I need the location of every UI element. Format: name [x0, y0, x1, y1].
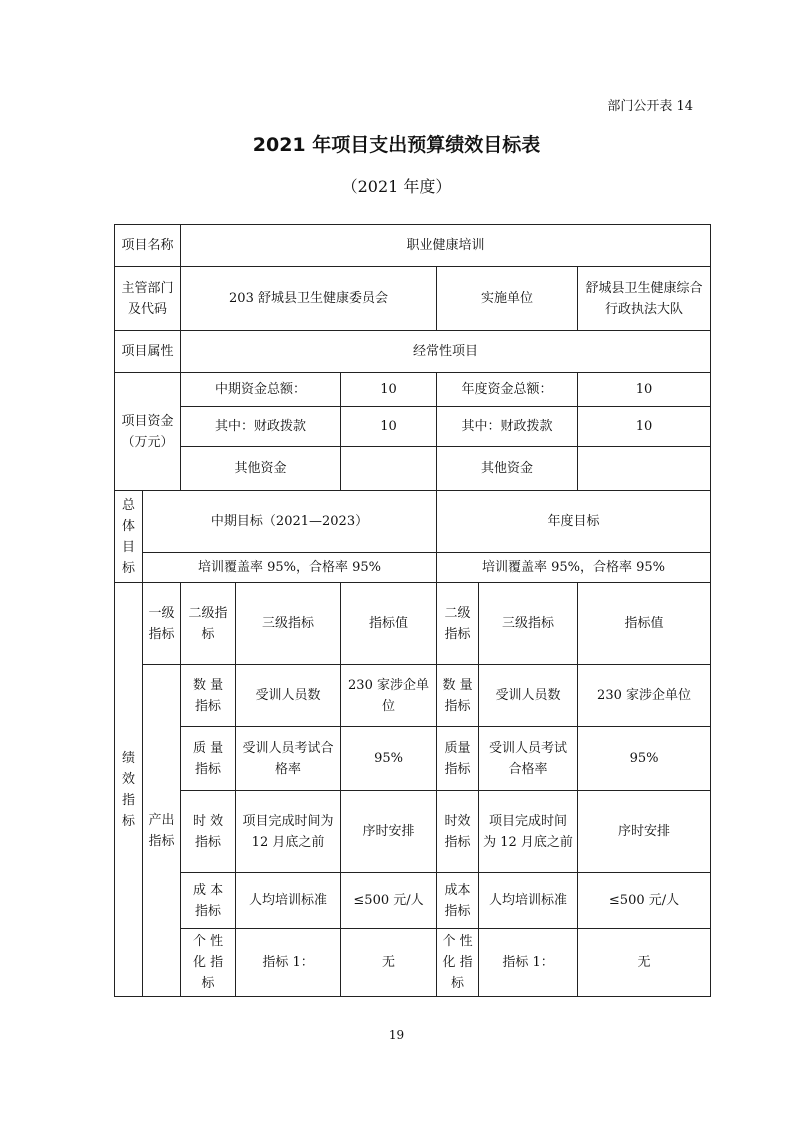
mid-fiscal-label: 其中：财政拨款 [181, 407, 341, 447]
table-number: 部门公开表 14 [607, 99, 693, 114]
mid-level2-cell: 数 量 指标 [181, 665, 236, 727]
table-row [115, 791, 711, 873]
row-goals-header [115, 491, 711, 553]
year-level2-header: 二级指标 [437, 583, 479, 665]
mid-value-cell: 230 家涉企单位 [341, 665, 437, 727]
table-row [115, 665, 711, 727]
mid-level2-cell: 时 效 指标 [181, 791, 236, 873]
year-value-cell: 230 家涉企单位 [578, 665, 711, 727]
mid-level3-cell: 项目完成时间为 12 月底之前 [236, 791, 341, 873]
project-name-label: 项目名称 [115, 225, 181, 267]
year-total-label: 年度资金总额： [437, 373, 578, 407]
mid-level3-cell: 受训人员考试合格率 [236, 727, 341, 791]
row-indicator-header [115, 583, 711, 665]
table-row [115, 929, 711, 997]
overall-goals-label: 总体目标 [115, 491, 143, 583]
funds-label: 项目资金（万元） [115, 373, 181, 491]
mid-value-cell: 95% [341, 727, 437, 791]
year-other-label: 其他资金 [437, 447, 578, 491]
mid-other-value [341, 447, 437, 491]
year-level2-cell: 数 量 指标 [437, 665, 479, 727]
mid-goal-value: 培训覆盖率 95%，合格率 95% [143, 553, 437, 583]
mid-value-cell: ≤500 元/人 [341, 873, 437, 929]
mid-level2-cell: 成 本 指标 [181, 873, 236, 929]
project-attribute-label: 项目属性 [115, 331, 181, 373]
mid-value-cell: 序时安排 [341, 791, 437, 873]
year-level2-cell: 质量 指标 [437, 727, 479, 791]
mid-level2-cell: 质 量 指标 [181, 727, 236, 791]
department-value: 203 舒城县卫生健康委员会 [181, 267, 437, 331]
year-value-cell: 序时安排 [578, 791, 711, 873]
year-fiscal-value: 10 [578, 407, 711, 447]
row-attribute [115, 331, 711, 373]
department-label: 主管部门及代码 [115, 267, 181, 331]
year-level3-cell: 人均培训标准 [479, 873, 578, 929]
page-subtitle: （2021 年度） [341, 177, 452, 196]
mid-value-cell: 无 [341, 929, 437, 997]
table-row [115, 727, 711, 791]
mid-total-label: 中期资金总额： [181, 373, 341, 407]
row-funds-total [115, 373, 711, 407]
mid-total-value: 10 [341, 373, 437, 407]
year-value-cell: ≤500 元/人 [578, 873, 711, 929]
mid-goal-header: 中期目标（2021—2023） [143, 491, 437, 553]
year-level3-cell: 受训人员数 [479, 665, 578, 727]
performance-table [114, 224, 711, 997]
mid-level3-cell: 人均培训标准 [236, 873, 341, 929]
mid-level2-header: 二级指标 [181, 583, 236, 665]
year-level2-cell: 时效 指标 [437, 791, 479, 873]
table-row [115, 873, 711, 929]
year-level3-header: 三级指标 [479, 583, 578, 665]
year-value-header: 指标值 [578, 583, 711, 665]
implementing-unit-label: 实施单位 [437, 267, 578, 331]
mid-level3-cell: 受训人员数 [236, 665, 341, 727]
mid-level3-header: 三级指标 [236, 583, 341, 665]
implementing-unit-value: 舒城县卫生健康综合行政执法大队 [578, 267, 711, 331]
row-project-name [115, 225, 711, 267]
project-attribute-value: 经常性项目 [181, 331, 711, 373]
level1-output-label: 产出指标 [143, 665, 181, 997]
row-funds-fiscal [115, 407, 711, 447]
mid-value-header: 指标值 [341, 583, 437, 665]
level1-header: 一级指标 [143, 583, 181, 665]
mid-level2-cell: 个 性 化 指 标 [181, 929, 236, 997]
row-goals-value [115, 553, 711, 583]
year-level2-cell: 个 性 化 指 标 [437, 929, 479, 997]
project-name-value: 职业健康培训 [181, 225, 711, 267]
year-total-value: 10 [578, 373, 711, 407]
page-number: 19 [388, 1028, 405, 1042]
year-level3-cell: 受训人员考试合格率 [479, 727, 578, 791]
year-value-cell: 无 [578, 929, 711, 997]
year-level3-cell: 项目完成时间为 12 月底之前 [479, 791, 578, 873]
performance-indicators-label: 绩效指标 [115, 583, 143, 997]
row-department [115, 267, 711, 331]
year-level3-cell: 指标 1： [479, 929, 578, 997]
mid-fiscal-value: 10 [341, 407, 437, 447]
year-fiscal-label: 其中：财政拨款 [437, 407, 578, 447]
page-title: 2021 年项目支出预算绩效目标表 [252, 134, 541, 156]
year-goal-header: 年度目标 [437, 491, 711, 553]
year-other-value [578, 447, 711, 491]
mid-other-label: 其他资金 [181, 447, 341, 491]
year-goal-value: 培训覆盖率 95%，合格率 95% [437, 553, 711, 583]
mid-level3-cell: 指标 1： [236, 929, 341, 997]
year-level2-cell: 成本 指标 [437, 873, 479, 929]
row-funds-other [115, 447, 711, 491]
year-value-cell: 95% [578, 727, 711, 791]
